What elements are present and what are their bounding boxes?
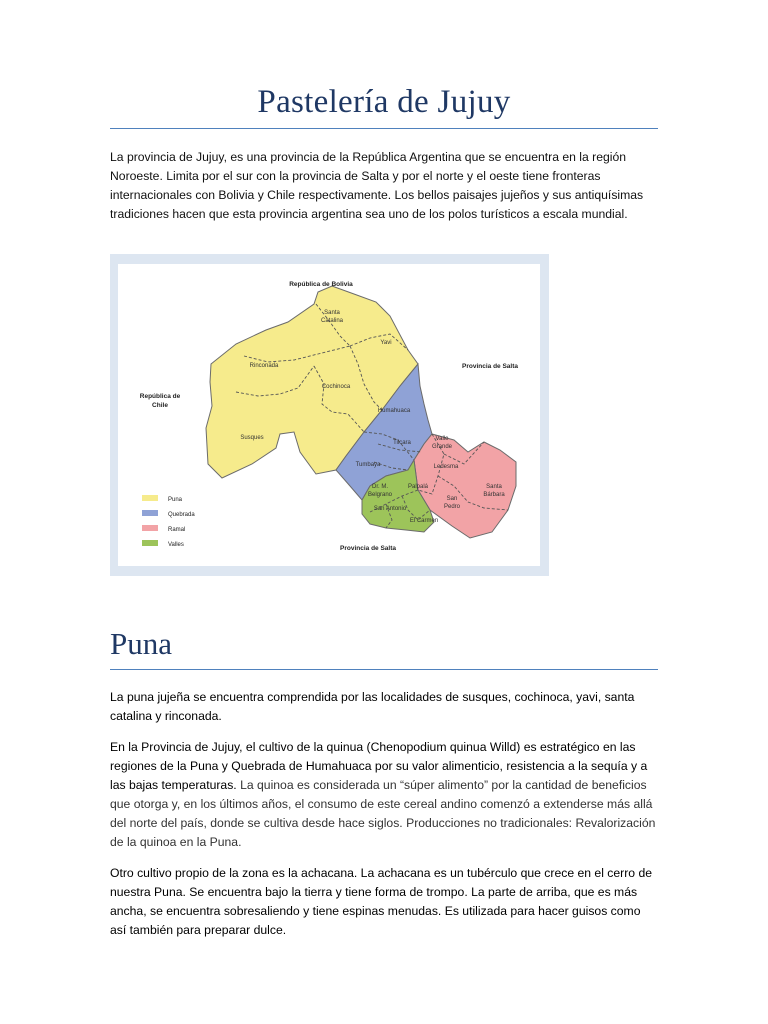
legend-swatch-quebrada: [142, 510, 158, 516]
legend-swatch-ramal: [142, 525, 158, 531]
legend-label-puna: Puna: [168, 497, 183, 503]
section-heading-puna: Puna: [110, 626, 172, 661]
quinoa-link-text: Producciones no tradicionales: Revalorización de la quinoa en la Puna.: [110, 816, 656, 849]
jujuy-regions-map: [118, 264, 540, 566]
label-chile-1: República de: [139, 393, 181, 400]
intro-paragraph: La provincia de Jujuy, es una provincia de la República Argentina que se encuentra en la región Noroeste. Limita por el sur con la provincia de Salta y por el norte y el oeste tiene fronteras internacionales con Bolivia y Chile respectivamente. Los bellos paisajes jujeños y sus antiquísimas tradiciones hacen que esta provincia argentina sea uno de los polos turísticos a escala mundial.: [110, 150, 644, 221]
label-san-pedro-2: Pedro: [443, 504, 461, 510]
label-tumbaya: Tumbaya: [355, 462, 381, 468]
legend-label-valles: Valles: [168, 542, 184, 548]
label-santa-barbara-2: Bárbara: [483, 492, 505, 498]
title-underline: [110, 128, 658, 129]
label-santa-catalina-1: Santa: [324, 310, 340, 316]
puna-paragraph-2: [110, 738, 658, 852]
map-canvas: [118, 264, 540, 566]
quinua-text: En la Provincia de Jujuy, el cultivo de la quinua (Chenopodium quinua Willd) es estratégico en las regiones de la Puna y Quebrada de Humahuaca por su valor alimenticio, resistencia a la sequía y a las bajas temperaturas.: [110, 740, 648, 792]
label-salta-south: Provincia de Salta: [340, 545, 396, 552]
label-san-pedro-1: San: [446, 496, 458, 502]
label-susques: Susques: [240, 435, 264, 441]
label-rinconada: Rinconada: [249, 363, 279, 369]
puna-paragraph-1: La puna jujeña se encuentra comprendida por las localidades de susques, cochinoca, yavi, santa catalina y rinconada.: [110, 690, 635, 723]
label-palpala: Palpalá: [407, 484, 429, 490]
quinoa-text: La quinoa es considerada un “súper alimento” por la cantidad de beneficios que otorga y, en los últimos años, el consumo de este cereal andino comenzó a extenderse más allá del norte del país, donde se cultiva desde hace siglos.: [110, 778, 653, 830]
jujuy-map-figure: [110, 254, 549, 576]
label-salta-east: Provincia de Salta: [462, 363, 518, 370]
label-tilcara: Tilcara: [393, 440, 411, 446]
label-el-carmen: El Carmen: [409, 518, 439, 524]
label-dr-m-1: Dr. M.: [372, 484, 388, 490]
label-valle-grande-2: Grande: [431, 444, 453, 450]
legend-swatch-valles: [142, 540, 158, 546]
label-santa-catalina-2: Catalina: [320, 318, 344, 324]
legend-label-ramal: Ramal: [168, 527, 186, 533]
label-chile-2: Chile: [152, 402, 168, 409]
label-valle-grande-1: Valle: [435, 436, 449, 442]
map-legend: [142, 495, 195, 548]
label-cochinoca: Cochinoca: [321, 384, 351, 390]
label-yavi: Yavi: [380, 340, 392, 346]
label-santa-barbara-1: Santa: [486, 484, 502, 490]
document-title: Pastelería de Jujuy: [257, 84, 511, 120]
label-san-antonio: San Antonio: [373, 506, 407, 512]
label-ledesma: Ledesma: [433, 464, 459, 470]
puna-paragraph-3: Otro cultivo propio de la zona es la achacana. La achacana es un tubérculo que crece en el cerro de nuestra Puna. Se encuentra bajo la tierra y tiene forma de trompo. La parte de arriba, que es más ancha, se encuentra sobresaliendo y tiene espinas menudas. Es utilizada para hacer guisos como así también para preparar dulce.: [110, 866, 653, 937]
label-bolivia: República de Bolivia: [289, 281, 353, 288]
section-underline: [110, 669, 658, 670]
legend-label-quebrada: Quebrada: [168, 512, 195, 518]
legend-swatch-puna: [142, 495, 158, 501]
label-dr-m-2: Belgrano: [367, 492, 393, 498]
label-humahuaca: Humahuaca: [377, 408, 411, 414]
